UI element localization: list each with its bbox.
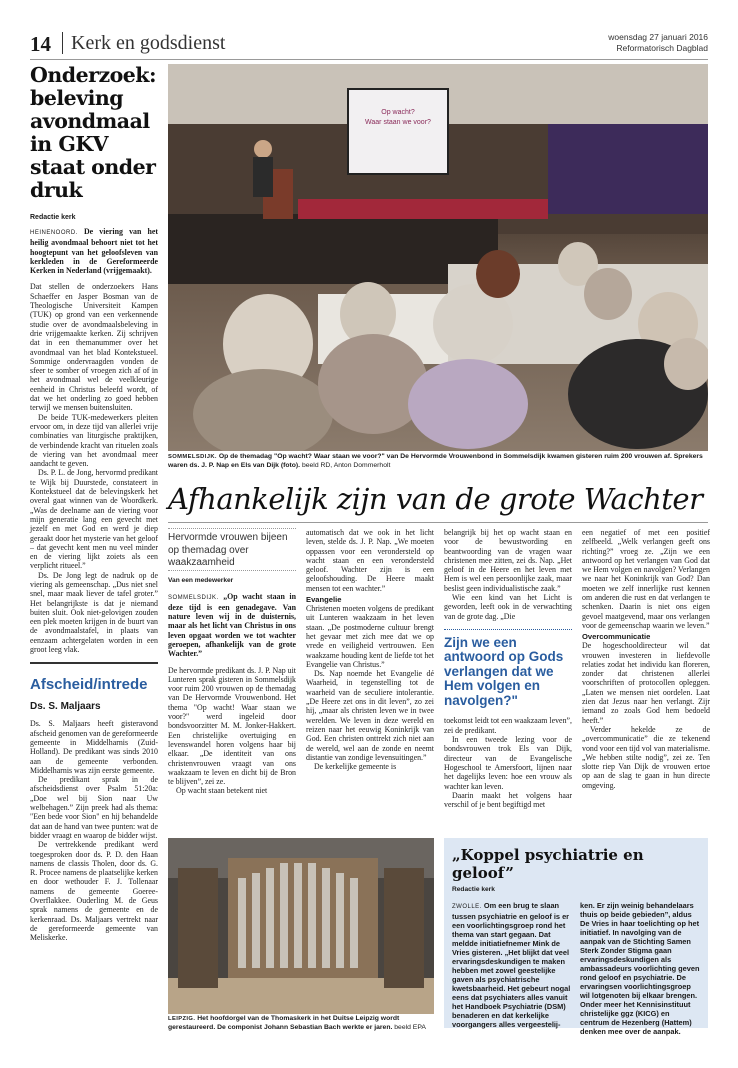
article2-headline: Afhankelijk zijn van de grote Wachter: [168, 482, 703, 516]
divider: [30, 662, 158, 664]
box-headline: „Koppel psychiatrie en geloof”: [452, 846, 644, 882]
box-dateline: ZWOLLE.: [452, 904, 482, 910]
article2-paragraph: De kerkelijke gemeente is: [314, 762, 397, 772]
caption-dateline: SOMMELSDIJK.: [168, 454, 217, 460]
article1-lead: [30, 227, 158, 275]
organ-photo-illustration: [168, 838, 434, 1014]
page-number: 14: [30, 32, 51, 56]
article2-subhead: Evangelie: [306, 595, 342, 605]
afscheid-paragraph: Ds. S. Maljaars heeft gisteravond afscheid genomen van de gereformeerde gemeente in Middelharnis (Zuid-Holland). De predikant was sinds 2010 aan de gemeente verbonden. Middelharnis was zijn eerste gemeente.: [30, 719, 158, 775]
afscheid-heading: Afscheid/intrede: [30, 676, 148, 694]
screen-text: Waar staan we voor?: [365, 119, 431, 126]
article1-lead-text: De viering van het heilig avondmaal behoort niet tot het hoogtepunt van het geloofsleven van kerkleden in de Gereformeerde Kerken in Nederland (vrijgemaakt).: [30, 227, 158, 276]
left-column: [30, 64, 158, 942]
article2-lead: [168, 592, 296, 659]
box-column-2: ken. Er zijn weinig behandelaars thuis op beide gebieden”, aldus De Vries in haar toelichting op het initiatief. In navolging van de aanpak van de Stichting Samen Sterk Zonder Stigma gaan ervaringsdeskundigen als ambassadeurs voorlichting geven rond geloof en psychiatrie. De ervaringsen voorlichtingsgroep wil lotgenoten bij elkaar brengen. Onder meer het Kennisinstituut christelijke ggz (KICG) en centrum de Hezenberg (Hattem) denken mee over de aanpak.: [580, 901, 700, 1036]
article1-byline: Redactie kerk: [30, 214, 76, 221]
conference-photo-illustration: [168, 64, 708, 451]
section-title: Kerk en godsdienst: [62, 32, 225, 54]
caption-credit: beeld RD, Anton Dommerholt: [301, 461, 391, 469]
article2-paragraph: De hogeschooldirecteur wil dat vrouwen investeren in liefdevolle relaties zodat het individu kan floreren, zonder dat christenen allerlei voorschriften of protocollen opleggen. „Laten we mensen niet oordelen. Laat zien dat Jezus naar hen verlangt. Zijr iemand zo zoals God hem bedoeld heeft.”: [582, 641, 710, 725]
divider: [168, 570, 296, 571]
article2-column-1: [168, 528, 296, 796]
article2-paragraph: een negatief of met een positief zelfbeeld. „Welk verlangen geeft ons richting?” vroeg ze. „Zijn we een antwoord op het verlangen van God dat we Hem volgen en navolgen? Verlangen we naar het Koninkrijk van God? Dan moeten we zelf innerlijke rust kennen om anderen die rust en dat verlangen te schenken. Daarin is niet ons eigen gevoel maatgevend, maar ons verlangen voor de gemeenschap waarin we leven.”: [582, 528, 710, 630]
caption-credit: beeld EPA: [394, 1023, 426, 1031]
box-byline: Redactie kerk: [452, 886, 495, 893]
publication-name: Reformatorisch Dagblad: [616, 43, 708, 53]
article2-paragraph: Christenen moeten volgens de predikant uit Lunteren waakzaam in het leven staan. „De postmoderne cultuur brengt het gevaar met zich mee dat we op vrede en veiligheid vertrouwen. Een waakzame houding kent de liefde tot het Evangelie van Christus.”: [306, 604, 434, 669]
article2-paragraph: belangrijk bij het op wacht staan en voor de bewustwording en beantwoording van de vragen waar christenen mee zitten, zei ds. Nap. „Het geloof in de Heere en het leven met Hem is wel een persoonlijke zaak, maar beslist geen individualistische zaak.”: [444, 528, 572, 593]
afscheid-paragraph: De vertrekkende predikant werd toegesproken door ds. P. D. den Haan namens de classis Tholen, door ds. G. R. Procee namens de plaatselijke kerken en door wethouder F. J. Tollenaar namens de gemeente Goeree-Overflakkee. Ouderling M. de Geus sprak namens de gemeente en de kerkenraad. Ds. Maljaars vertrekt naar de gereformeerde gemeente van Meliskerke.: [30, 840, 158, 943]
screen-text: Op wacht?: [381, 109, 415, 116]
article1-paragraph: Ds. De Jong legt de nadruk op de viering als gemeenschap. „Dus niet snel snel, maar maak liever de tafel groter.” Het belangrijkste is dat je niemand buiten sluit. Ook niet-gelovigen zouden een plek moeten krijgen in de buurt van de avondmaalstafel, in plaats van eenzaam achtergelaten worden in een groot leeg vlak.: [30, 570, 158, 655]
article1-headline: Onderzoek: beleving avondmaal in GKV staat onder druk: [30, 63, 157, 202]
article1-paragraph: Ds. P. L. de Jong, hervormd predikant te Wijk bij Duurstede, constateert in Kontekstueel dat de belevingskerk het overal gaat winnen van de Woordkerk. „Was de deelname aan de viering voor mijn generatie lang een gevecht met jezelf en met God en werd je diep geraakt door het mysterie van het geloof – dat gevecht kent men nu veel minder en de viering lijkt zoiets als een verplicht ritueel.”: [30, 468, 158, 571]
article2-paragraph: In een tweede lezing voor de bondsvrouwen trok Els van Dijk, directeur van de Evangelische Hogeschool te Amersfoort, lijnen naar het dagelijks leven: hoe een vrouw als wachter kan leven.: [444, 735, 572, 791]
box-columns: [452, 901, 700, 1036]
article2-byline: Van een medewerker: [168, 576, 234, 584]
organ-photo-caption: [168, 1015, 434, 1032]
masthead-info: [608, 32, 708, 54]
caption-text: Het hoofdorgel van de Thomaskerk in het Duitse Leipzig wordt gerestaureerd. De componist Johann Sebastian Bach werkte er jaren.: [168, 1015, 400, 1031]
article1-dateline: HEINENOORD.: [30, 230, 78, 236]
article2-paragraph: toekomst leidt tot een waakzaam leven”, zei de predikant.: [444, 716, 572, 735]
box-text: Om een brug te slaan tussen psychiatrie en geloof is er een voorlichtingsgroep rond het thema van start gegaan. Dat meldde initiatiefnemer Mink de Vries gisteren. „Het blijkt dat veel ervaringsdeskundigen te maken hebben met zowel geestelijke gaven als psychiatrische kwetsbaarheid. Het gebeurt nogal eens dat psychiaters alles vanuit het Handboek Psychiatrie (DSM) benaderen en dat kerkelijke voorgangers alles vergeestelij-: [452, 901, 571, 1029]
caption-text: Op de themadag "Op wacht? Waar staan we voor?" van De Hervormde Vrouwenbond in Sommelsdijk kwamen gisteren ruim 200 vrouwen af. Sprekers waren ds. J. P. Nap en Els van Dijk (foto).: [168, 453, 703, 469]
organ-photo: [168, 838, 434, 1014]
article2-column-3: [444, 528, 572, 809]
article2-column-4: [582, 528, 710, 790]
article2-paragraph: Ds. Nap noemde het Evangelie dé Waarheid, in tegenstelling tot de waarheid van de seculiere intolerantie. „De Heere zet ons in dit leven”, zo zei hij, „maar als christen leven we in twee werelden. We leven in deze wereld en reizen naar het eeuwig Koninkrijk van God. Een christen onttrekt zich niet aan de wereld, wel aan de zonde en neemt distantie van zondige levensuitingen.”: [306, 669, 434, 762]
afscheid-subheading: Ds. S. Maljaars: [30, 701, 101, 713]
afscheid-paragraph: De predikant sprak in de afscheidsdienst over Psalm 51:20a: „Doe wel bij Sion naar Uw welbehagen.” Zijn preek had als thema: "Een bede voor Sion" en hij behandelde dat aan de hand van twee punten: wat de bidder vraagt en waarop de bidder wijst.: [30, 775, 158, 840]
pull-quote: Zijn we een antwoord op Gods verlangen dat we Hem volgen en navolgen?": [444, 629, 572, 709]
issue-date: woensdag 27 januari 2016: [608, 32, 708, 42]
article2-paragraph: automatisch dat we ook in het licht leven, stelde ds. J. P. Nap. „We moeten oppassen voor een verondersteld op wacht staan en een verondersteld geloof. Wachter zijn is een geloofshouding. De Heere maakt mensen tot een wachter.”: [306, 528, 434, 593]
article2-paragraph: Verder hekelde ze de „overcommunicatie” die ze tekenend vond voor een tijd vol van materialisme. „We hebben stilte nodig”, zei ze. Ten slotte riep Van Dijk de vrouwen ertoe op aan de slag te gaan in hun directe omgeving.: [582, 724, 710, 790]
main-photo-caption: [168, 453, 708, 470]
box-column-1: [452, 901, 572, 1036]
article2-lead-text: „Op wacht staan in deze tijd is een genadegave. Van nature leven wij in de duisternis, maar als het licht van Christus in ons leven opgaat worden we tot wachter geroepen, afhankelijk van de grote Wachter.”: [168, 591, 296, 659]
article2-kicker: Hervormde vrouwen bijeen op themadag over waakzaamheid: [168, 528, 296, 570]
article2-paragraph: Daarin maakt het volgens haar verschil of je bent begiftigd met: [444, 790, 572, 810]
news-box: [444, 838, 708, 1036]
article1-paragraph: Dat stellen de onderzoekers Hans Schaeffer en Jasper Bosman van de Theologische Universiteit Kampen (TUK) op grond van een verkennende studie over de avondmaalsbeleving in drie vrijgemaakte kerken. Zij schrijven dat in een themanummer over het avondmaal van het blad Kontekstueel. Sommige ondervraagden vonden de sfeer te somber of vroegen zich af of in het avondmaal wel de veelkleurige eenheid in Christus beleefd wordt, of dat we het onderling zo goed hebben terwijl we mensen buitensluiten.: [30, 282, 158, 413]
main-photo: [168, 64, 708, 451]
article2-subhead: Overcommunicatie: [582, 632, 651, 642]
article2-paragraph: Wie een kind van het Licht is geworden, leeft ook in de verwachting van de grote dag. „Die: [444, 593, 572, 621]
caption-dateline: LEIPZIG.: [168, 1016, 196, 1022]
article2-paragraph: De hervormde predikant ds. J. P. Nap uit Lunteren sprak gisteren in Sommelsdijk voor ruim 200 vrouwen op de themadag van De Hervormde Vrouwenbond. Het thema "Op wacht! Waar staan we voor?" werd ingeleid door bondsvoorzitter M. M. Jonker-Hakkert. Een christelijke overtuiging en levenswandel horen volgens haar bij elkaar. „De identiteit van ons christenvrouwen vraagt van ons waakzaam te leven en dicht bij de Bron te blijven”, zei ze.: [168, 665, 296, 787]
divider: [168, 522, 708, 523]
article2-dateline: SOMMELSDIJK.: [168, 594, 219, 601]
article2-column-2: [306, 528, 434, 771]
page-header: [30, 30, 708, 60]
article1-paragraph: De beide TUK-medewerkers pleiten ervoor om, in deze tijd van allerlei vrije combinaties van liturgische praktijken, de verbindende kracht van rituelen zoals de viering van het avondmaal meer aandacht te geven.: [30, 412, 158, 469]
article2-paragraph: Op wacht staan betekent niet: [176, 786, 268, 796]
